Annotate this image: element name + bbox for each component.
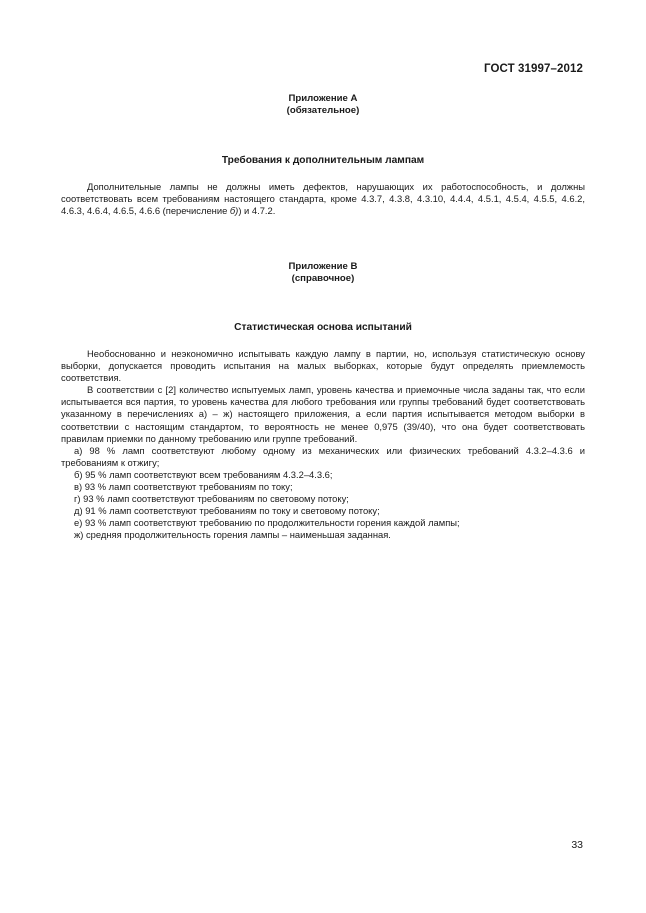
appendix-b-section-title: Статистическая основа испытаний xyxy=(234,322,412,333)
list-item-a: а) 98 % ламп соответствуют любому одному из механических или физических требований 4.3.2–4.3.6 и требованиям к отжигу; xyxy=(61,444,585,468)
appendix-a-status: (обязательное) xyxy=(286,105,360,116)
appendix-b-paragraph-2: В соответствии с [2] количество испытуемых ламп, уровень качества и приемочные числа заданы так, что если испытывается вся партия, то уровень качества для любого требования или группы требований будет соответствовать указанному в перечислениях а) – ж) настоящего приложения, а если партия испытывается методом выборки в соответствии с настоящим стандартом, то вероятность не менее 0,975 (39/40), что она будет соответствовать правилам приемки по данному требованию или группе требований. xyxy=(61,384,585,444)
appendix-b-paragraph-1: Необоснованно и неэкономично испытывать каждую лампу в партии, но, используя статистическую основу выборки, допускается проводить испытания на малых выборках, которые будут определять приемлемость соответствия. xyxy=(61,348,585,384)
appendix-a-paragraph-italic: б) xyxy=(229,205,239,217)
list-item-v: в) 93 % ламп соответствуют требованиям по току; xyxy=(74,481,293,493)
document-code: ГОСТ 31997–2012 xyxy=(483,63,583,75)
appendix-b-heading xyxy=(0,261,646,285)
appendix-a-paragraph xyxy=(61,181,585,217)
list-item-b: б) 95 % ламп соответствуют всем требованиям 4.3.2–4.3.6; xyxy=(74,468,333,480)
appendix-a-heading xyxy=(0,93,646,117)
list-item-d: д) 91 % ламп соответствуют требованиям по току и световому потоку; xyxy=(74,505,380,517)
list-item-g: г) 93 % ламп соответствуют требованиям по световому потоку; xyxy=(74,493,349,505)
appendix-b-status: (справочное) xyxy=(291,273,355,284)
appendix-a-section-title: Требования к дополнительным лампам xyxy=(221,155,425,166)
appendix-a-body xyxy=(61,181,585,217)
appendix-b-body xyxy=(61,348,585,542)
appendix-a-paragraph-text: Дополнительные лампы не должны иметь дефектов, нарушающих их работоспособность, и должны соответствовать всем требованиям настоящего стандарта, кроме 4.3.7, 4.3.8, 4.3.10, 4.4.4, 4.5.1, 4.5.4, 4.5.5, 4.6.2, 4.6.3, 4.6.4, 4.6.5, 4.6.6 (перечисление xyxy=(61,181,585,217)
appendix-a-title: Приложение А xyxy=(288,93,358,104)
list-item-zh: ж) средняя продолжительность горения лампы – наименьшая заданная. xyxy=(74,529,391,541)
appendix-a-paragraph-end: ) и 4.7.2. xyxy=(238,205,276,217)
page-number: 33 xyxy=(571,839,583,851)
list-item-e: е) 93 % ламп соответствуют требованию по продолжительности горения каждой лампы; xyxy=(74,517,460,529)
appendix-b-title: Приложение В xyxy=(288,261,358,272)
